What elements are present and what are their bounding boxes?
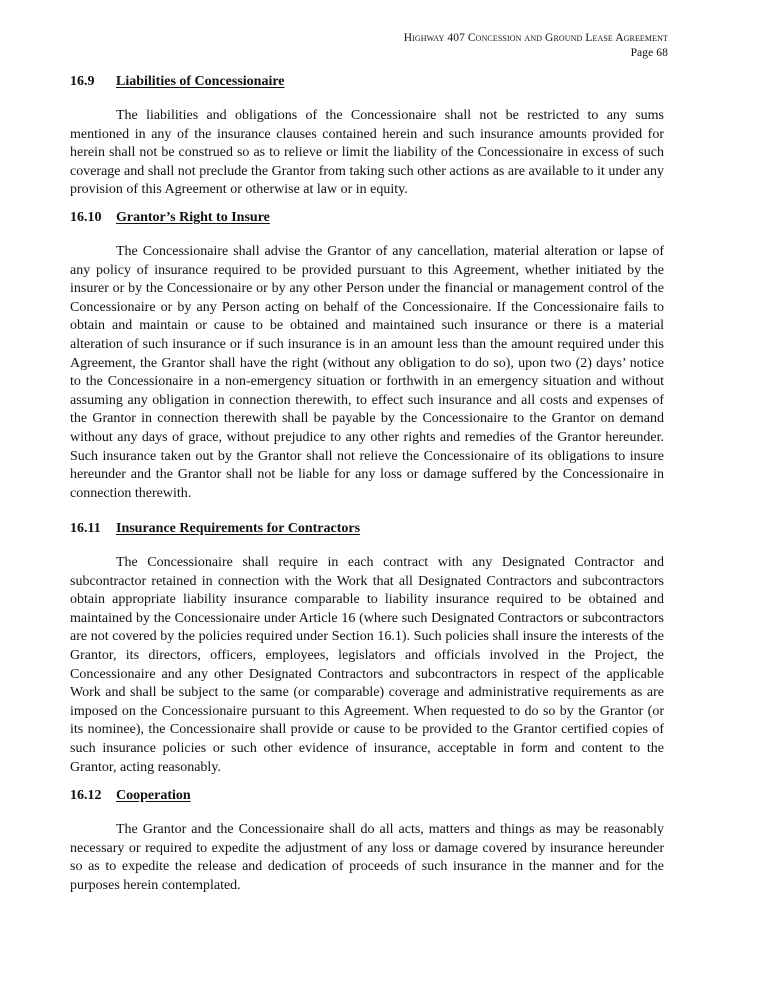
section-title: Grantor’s Right to Insure <box>116 210 270 225</box>
page-number: Page 68 <box>630 47 668 59</box>
section-16-10 <box>70 209 664 503</box>
header-title: Highway 407 Concession and Ground Lease Agreement <box>403 32 668 44</box>
section-16-9 <box>70 73 664 200</box>
section-body: The Grantor and the Concessionaire shall do all acts, matters and things as may be reasonably necessary or required to expedite the adjustment of any loss or damage covered by insurance hereunder so as to expedite the release and dedication of proceeds of such insurance in the manner and for the purposes herein contemplated. <box>70 822 664 893</box>
section-16-11 <box>70 520 664 777</box>
section-heading <box>70 73 664 91</box>
section-heading <box>70 787 664 805</box>
section-title: Insurance Requirements for Contractors <box>116 521 361 536</box>
section-number: 16.10 <box>70 210 102 225</box>
section-title: Cooperation <box>116 788 191 803</box>
section-heading <box>70 209 664 227</box>
section-body: The Concessionaire shall advise the Grantor of any cancellation, material alteration or lapse of any policy of insurance required to be provided pursuant to this Agreement, whether initiated by the insurer or by the Concessionaire or by any other Person under the financial or management control of the Concessionaire or by any Person acting on behalf of the Concessionaire. If the Concessionaire fails to obtain and maintain or cause to be obtained and maintained such insurance or there is a material alteration of such insurance or if such insurance is in an amount less than the amount required under this Agreement, the Grantor shall have the right (without any obligation to do so), upon two (2) days’ notice to the Concessionaire in a non-emergency situation or forthwith in an emergency situation and without assuming any obligation in connection therewith, to effect such insurance and all costs and expenses of the Grantor in connection therewith shall be payable by the Concessionaire to the Grantor on demand without any days of grace, without prejudice to any other rights and remedies of the Grantor hereunder. Such insurance taken out by the Grantor shall not relieve the Concessionaire of its obligations to insure hereunder and the Grantor shall not be liable for any loss or damage suffered by the Concessionaire in connection therewith. <box>70 244 664 501</box>
section-body: The Concessionaire shall require in each contract with any Designated Contractor and subcontractor retained in connection with the Work that all Designated Contractors and subcontractors obtain appropriate liability insurance comparable to liability insurance required to be obtained and maintained by the Concessionaire under Article 16 (where such Designated Contractors or subcontractors are not covered by the policies required under Section 16.1). Such policies shall insure the interests of the Grantor, its directors, officers, employees, legislators and officials involved in the Project, the Concessionaire and any other Designated Contractors and subcontractors in respect of the applicable Work and shall be subject to the same (or comparable) coverage and administrative requirements as are imposed on the Concessionaire pursuant to this Agreement. When requested to do so by the Grantor (or its nominee), the Concessionaire shall provide or cause to be provided to the Grantor certified copies of such insurance policies or such other evidence of insurance, acceptable in form and content to the Grantor, acting reasonably. <box>70 555 664 775</box>
section-number: 16.11 <box>70 521 101 536</box>
section-title: Liabilities of Concessionaire <box>116 74 285 89</box>
section-number: 16.12 <box>70 788 102 803</box>
section-16-12 <box>70 787 664 895</box>
section-heading <box>70 520 664 538</box>
page-header <box>404 31 668 61</box>
section-body: The liabilities and obligations of the Concessionaire shall not be restricted to any sums mentioned in any of the insurance clauses contained herein and such insurance amounts provided for herein shall not be construed so as to relieve or limit the liability of the Concessionaire in excess of such coverage and shall not preclude the Grantor from taking such other actions as are available to it under any provision of this Agreement or otherwise at law or in equity. <box>70 108 664 198</box>
section-number: 16.9 <box>70 74 95 89</box>
